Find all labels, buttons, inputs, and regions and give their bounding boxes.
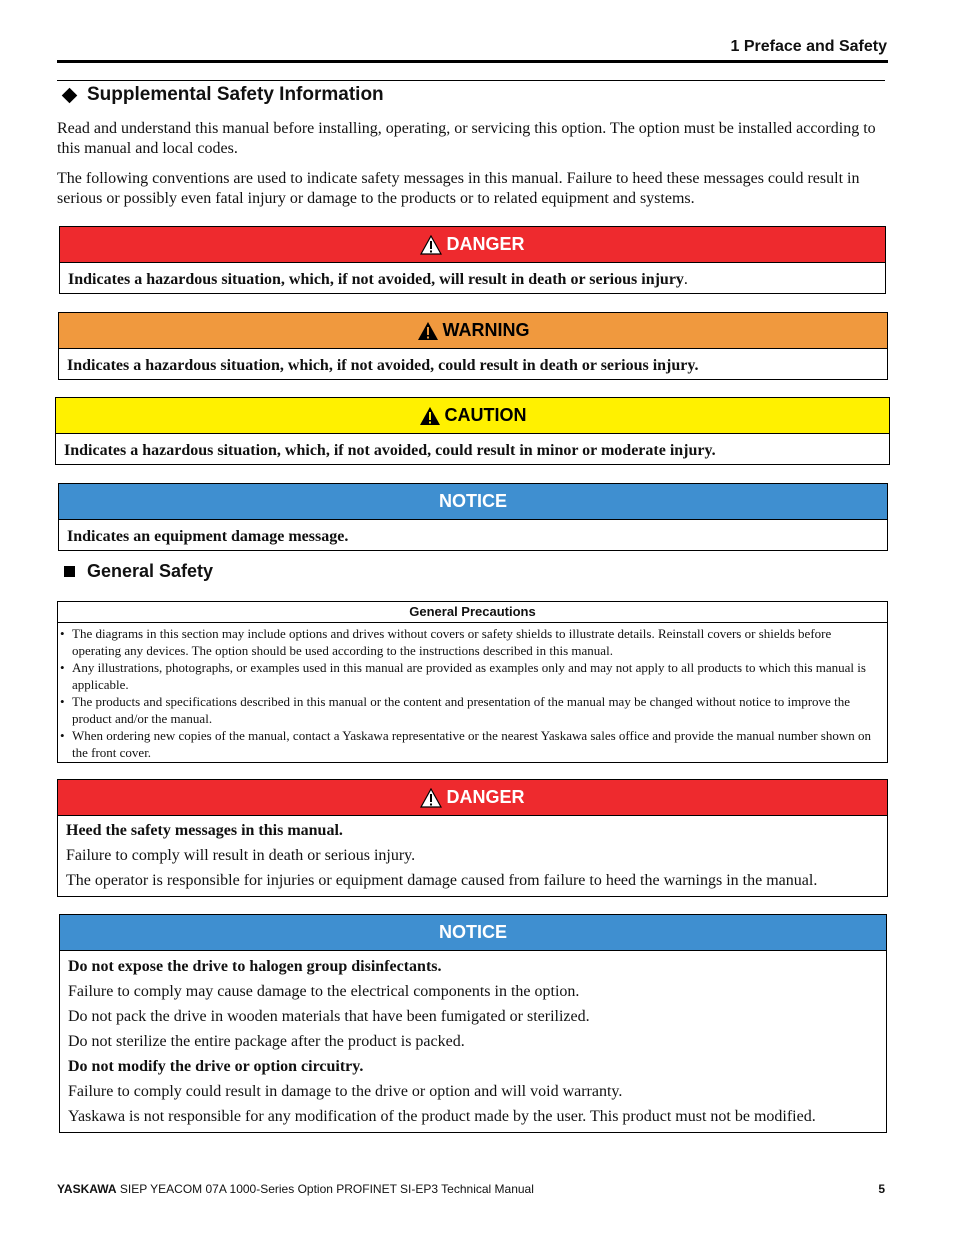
precautions-list — [58, 623, 887, 763]
warning-triangle-icon — [420, 235, 442, 255]
danger-body — [60, 263, 885, 296]
notice-header — [59, 484, 887, 520]
warning-triangle-icon — [420, 788, 442, 808]
danger-header — [60, 227, 885, 263]
caution-body: Indicates a hazardous situation, which, if not avoided, could result in minor or moderate injury. — [64, 442, 716, 459]
notice-line: Do not pack the drive in wooden materials that have been fumigated or sterilized. — [68, 1008, 590, 1025]
list-item: • When ordering new copies of the manual, contact a Yaskawa representative or the nearest Yaskawa sales office and provide the manual number shown on the front cover. — [64, 727, 883, 761]
danger-line: Failure to comply will result in death or serious injury. — [66, 847, 416, 864]
notice-line: Failure to comply may cause damage to the electrical components in the option. — [68, 983, 580, 1000]
notice-line: Do not modify the drive or option circuitry. — [68, 1058, 364, 1075]
list-item: • Any illustrations, photographs, or examples used in this manual are provided as examples only and may not apply to all products to which this manual is applicable. — [64, 659, 883, 693]
square-bullet-icon — [64, 566, 75, 577]
warning-label: WARNING — [442, 320, 530, 340]
section-rule — [57, 80, 885, 81]
warning-body: Indicates a hazardous situation, which, if not avoided, could result in death or serious injury. — [67, 357, 699, 374]
danger-text: Indicates a hazardous situation, which, if not avoided, will result in death or serious injury — [68, 271, 684, 288]
notice-safety-box — [59, 914, 887, 1133]
danger-text-suffix: . — [683, 271, 688, 288]
footer-doc: SIEP YEACOM 07A 1000-Series Option PROFINET SI-EP3 Technical Manual — [116, 1182, 534, 1196]
danger-label: DANGER — [446, 787, 525, 807]
page-footer — [57, 1182, 885, 1196]
notice-convention-box — [58, 483, 888, 551]
notice-line: Yaskawa is not responsible for any modification of the product made by the user. This product must not be modified. — [68, 1108, 816, 1125]
section-heading — [62, 84, 384, 106]
danger-line: The operator is responsible for injuries or equipment damage caused from failure to heed the warnings in the manual. — [66, 872, 818, 889]
warning-triangle-icon — [417, 321, 439, 341]
warning-triangle-icon — [419, 406, 441, 426]
intro-paragraph-2: The following conventions are used to indicate safety messages in this manual. Failure to heed these messages could result in serious or possibly even fatal injury or damage to the products or to related equipment and systems. — [57, 170, 860, 207]
intro-paragraph-1: Read and understand this manual before installing, operating, or servicing this option. The option must be installed according to this manual and local codes. — [57, 120, 876, 157]
danger-body — [58, 816, 887, 895]
danger-header — [58, 780, 887, 816]
warning-header — [59, 313, 887, 349]
caution-header — [56, 398, 889, 434]
general-precautions-box — [57, 601, 888, 763]
subsection-heading — [62, 561, 213, 582]
danger-line: Heed the safety messages in this manual. — [66, 822, 343, 839]
warning-convention-box — [58, 312, 888, 380]
general-precautions-title: General Precautions — [58, 602, 887, 623]
diamond-bullet-icon — [62, 87, 78, 103]
list-item: • The products and specifications described in this manual or the content and presentation of the manual may be changed without notice to improve the product and/or the manual. — [64, 693, 883, 727]
footer-brand: YASKAWA — [57, 1182, 117, 1196]
danger-convention-box — [59, 226, 886, 294]
notice-label: NOTICE — [438, 491, 507, 511]
notice-body — [60, 951, 886, 1131]
caution-convention-box — [55, 397, 890, 465]
list-item: • The diagrams in this section may include options and drives without covers or safety shields to illustrate details. Reinstall covers or shields before operating any devices. The option should be used according to the instructions described in this manual. — [64, 625, 883, 659]
notice-label: NOTICE — [438, 922, 507, 942]
footer-doc-title — [57, 1182, 534, 1196]
header-rule — [57, 60, 888, 63]
section-heading-text: Supplemental Safety Information — [87, 84, 384, 105]
notice-header — [60, 915, 886, 951]
danger-safety-box — [57, 779, 888, 897]
notice-line: Failure to comply could result in damage to the drive or option and will void warranty. — [68, 1083, 623, 1100]
notice-line: Do not expose the drive to halogen group disinfectants. — [68, 958, 442, 975]
notice-body: Indicates an equipment damage message. — [67, 528, 349, 545]
subsection-heading-text: General Safety — [87, 561, 214, 581]
notice-line: Do not sterilize the entire package after the product is packed. — [68, 1033, 465, 1050]
danger-label: DANGER — [446, 234, 525, 254]
caution-label: CAUTION — [444, 405, 527, 425]
page-number: 5 — [878, 1182, 885, 1196]
running-header: 1 Preface and Safety — [730, 38, 887, 55]
